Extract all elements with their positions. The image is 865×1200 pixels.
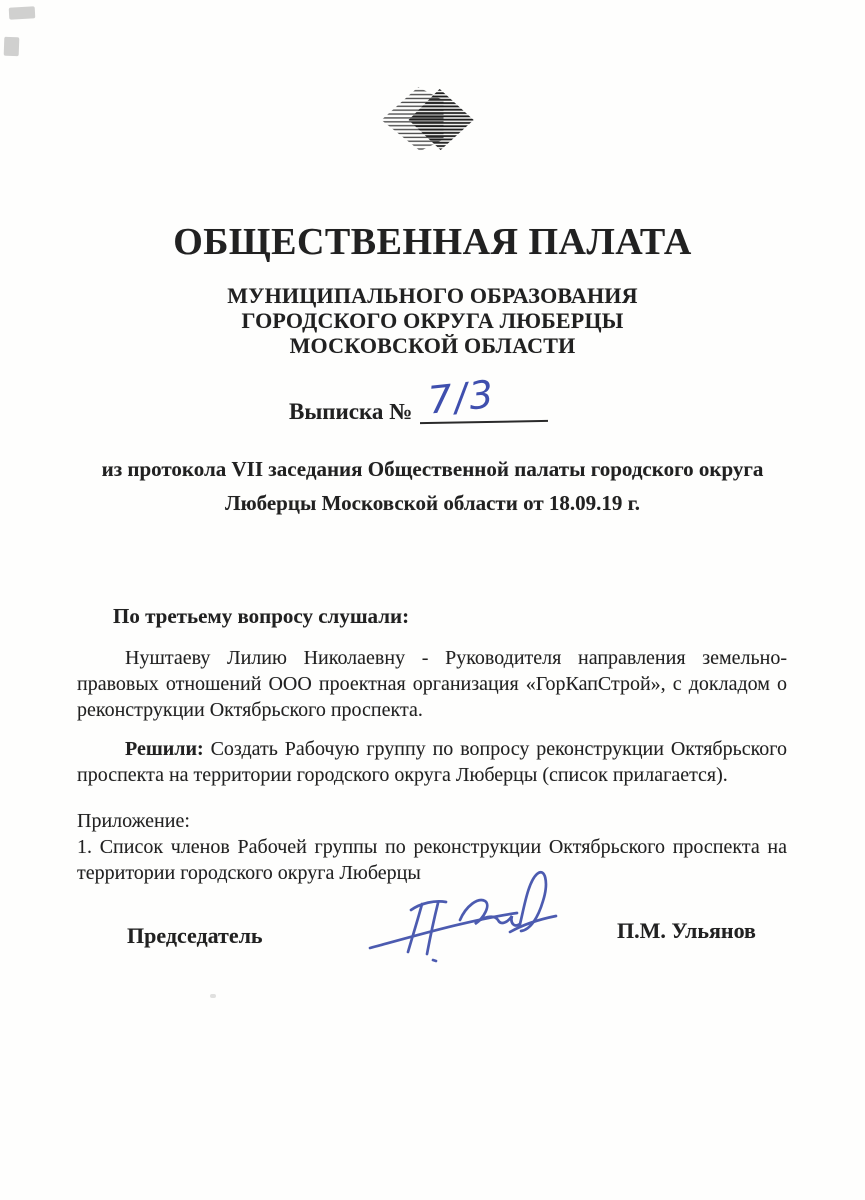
agenda-heading: По третьему вопросу слушали: <box>113 604 410 628</box>
org-subtitle <box>0 283 865 358</box>
signer-position-label: Председатель <box>127 923 263 948</box>
org-subtitle-line: МУНИЦИПАЛЬНОГО ОБРАЗОВАНИЯ <box>227 283 638 308</box>
org-subtitle-line: ГОРОДСКОГО ОКРУГА ЛЮБЕРЦЫ <box>241 308 624 333</box>
scan-artifact <box>4 37 20 57</box>
speech-paragraph-line: Нуштаеву Лилию Николаевну - Руководителя направления земельно- <box>125 647 787 669</box>
org-title: ОБЩЕСТВЕННАЯ ПАЛАТА <box>173 221 692 263</box>
org-subtitle-line: МОСКОВСКОЙ ОБЛАСТИ <box>289 333 576 358</box>
signature-handwriting <box>363 866 595 968</box>
attachment-item-line: территории городского округа Люберцы <box>77 862 421 884</box>
protocol-reference-line1: из протокола VII заседания Общественной палаты городского округа <box>101 457 764 481</box>
scan-artifact <box>210 994 216 998</box>
speech-paragraph-line: правовых отношений ООО проектная организация «ГорКапСтрой», с докладом о <box>77 673 787 695</box>
extract-label: Выписка № <box>289 399 413 424</box>
extract-number-handwritten: 7/3 <box>425 371 498 423</box>
decision-paragraph-line <box>125 736 787 762</box>
decision-paragraph-line: проспекта на территории городского округа Люберцы (список прилагается). <box>77 764 728 786</box>
signer-name: П.М. Ульянов <box>617 918 756 943</box>
decision-label: Решили: <box>125 738 204 760</box>
protocol-reference-line2: Люберцы Московской области от 18.09.19 г. <box>224 491 641 515</box>
organization-emblem-icon <box>376 85 480 153</box>
attachment-item-line: 1. Список членов Рабочей группы по реконструкции Октябрьского проспекта на <box>77 836 787 858</box>
decision-text: Создать Рабочую группу по вопросу реконструкции Октябрьского <box>210 738 788 760</box>
scan-artifact <box>9 6 36 19</box>
attachment-label: Приложение: <box>77 810 190 832</box>
speech-paragraph-line: реконструкции Октябрьского проспекта. <box>77 699 423 721</box>
